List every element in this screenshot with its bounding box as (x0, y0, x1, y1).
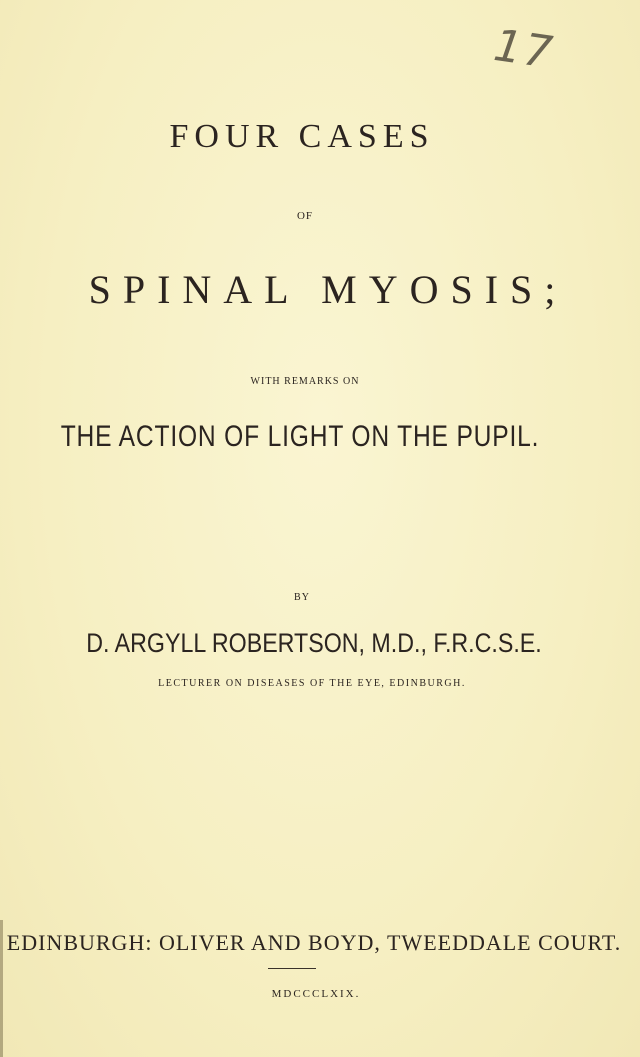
publication-year: MDCCCLXIX. (271, 988, 361, 1000)
title-with-remarks-on: WITH REMARKS ON (250, 376, 360, 387)
publisher-imprint: EDINBURGH: OLIVER AND BOYD, TWEEDDALE COURT. (6, 930, 622, 955)
title-spinal-myosis: SPINAL MYOSIS; (88, 267, 568, 312)
byline-by: BY (294, 592, 310, 603)
title-action-of-light: THE ACTION OF LIGHT ON THE PUPIL. (60, 420, 540, 453)
author-name: D. ARGYLL ROBERTSON, M.D., F.R.C.S.E. (86, 628, 542, 658)
title-of: OF (296, 210, 314, 222)
handwritten-annotation: 17 (490, 20, 558, 79)
author-role: LECTURER ON DISEASES OF THE EYE, EDINBURGH. (158, 678, 466, 689)
title-four-cases: FOUR CASES (169, 118, 435, 155)
divider-rule (268, 968, 316, 969)
